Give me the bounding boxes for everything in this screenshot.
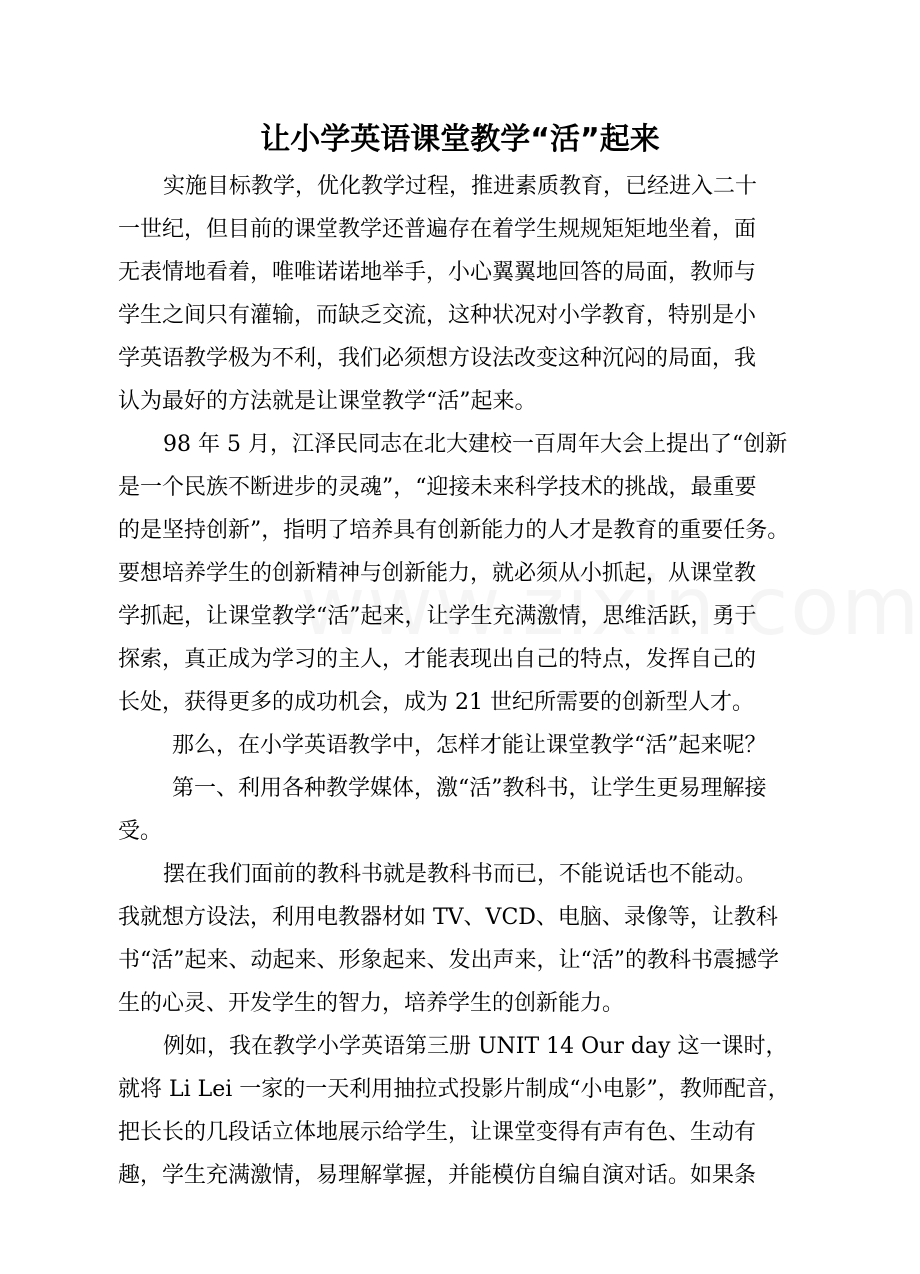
paragraph-line: 学抓起，让课堂教学“活”起来，让学生充满激情，思维活跃，勇于 (118, 604, 757, 629)
paragraph-line: 书“活”起来、动起来、形象起来、发出声来，让“活”的教科书震撼学 (118, 948, 779, 973)
paragraph-line: 把长长的几段话立体地展示给学生，让课堂变得有声有色、生动有 (118, 1120, 757, 1145)
document-title: 让小学英语课堂教学“活”起来 (260, 122, 660, 157)
paragraph-line: 学生之间只有灌输，而缺乏交流，这种状况对小学教育，特别是小 (118, 303, 757, 328)
paragraph-line: 摆在我们面前的教科书就是教科书而已，不能说话也不能动。 (163, 862, 758, 887)
paragraph-line: 无表情地看着，唯唯诺诺地举手，小心翼翼地回答的局面，教师与 (118, 260, 757, 285)
section-heading-line: 第一、利用各种教学媒体，激“活”教科书，让学生更易理解接 (172, 776, 767, 801)
paragraph-line: 实施目标教学，优化教学过程，推进素质教育，已经进入二十 (163, 174, 758, 199)
paragraph-line: 一世纪，但目前的课堂教学还普遍存在着学生规规矩矩地坐着，面 (118, 217, 757, 242)
paragraph-line: 长处，获得更多的成功机会，成为 21 世纪所需要的创新型人才。 (118, 690, 754, 715)
paragraph-line: 趣，学生充满激情，易理解掌握，并能模仿自编自演对话。如果条 (118, 1163, 757, 1188)
section-heading-line: 受。 (118, 819, 163, 844)
paragraph-line: 是一个民族不断进步的灵魂”，“迎接未来科学技术的挑战，最重要 (118, 475, 757, 500)
paragraph-line: 例如，我在教学小学英语第三册 UNIT 14 Our day 这一课时， (163, 1034, 788, 1059)
paragraph-line: 那么，在小学英语教学中，怎样才能让课堂教学“活”起来呢？ (172, 733, 767, 758)
paragraph-line: 要想培养学生的创新精神与创新能力，就必须从小抓起，从课堂教 (118, 561, 757, 586)
paragraph-line: 我就想方设法，利用电教器材如 TV、VCD、电脑、录像等，让教科 (118, 905, 778, 930)
paragraph-line: 生的心灵、开发学生的智力，培养学生的创新能力。 (118, 991, 625, 1016)
paragraph-line: 认为最好的方法就是让课堂教学“活”起来。 (118, 389, 537, 414)
paragraph-line: 的是坚持创新”，指明了培养具有创新能力的人才是教育的重要任务。 (118, 518, 790, 543)
paragraph-line: 98 年 5 月，江泽民同志在北大建校一百周年大会上提出了“创新 (163, 432, 788, 457)
paragraph-line: 就将 Li Lei 一家的一天利用抽拉式投影片制成“小电影”，教师配音， (118, 1077, 790, 1102)
paragraph-line: 学英语教学极为不利，我们必须想方设法改变这种沉闷的局面，我 (118, 346, 757, 371)
paragraph-line: 探索，真正成为学习的主人，才能表现出自己的特点，发挥自己的 (118, 647, 757, 672)
